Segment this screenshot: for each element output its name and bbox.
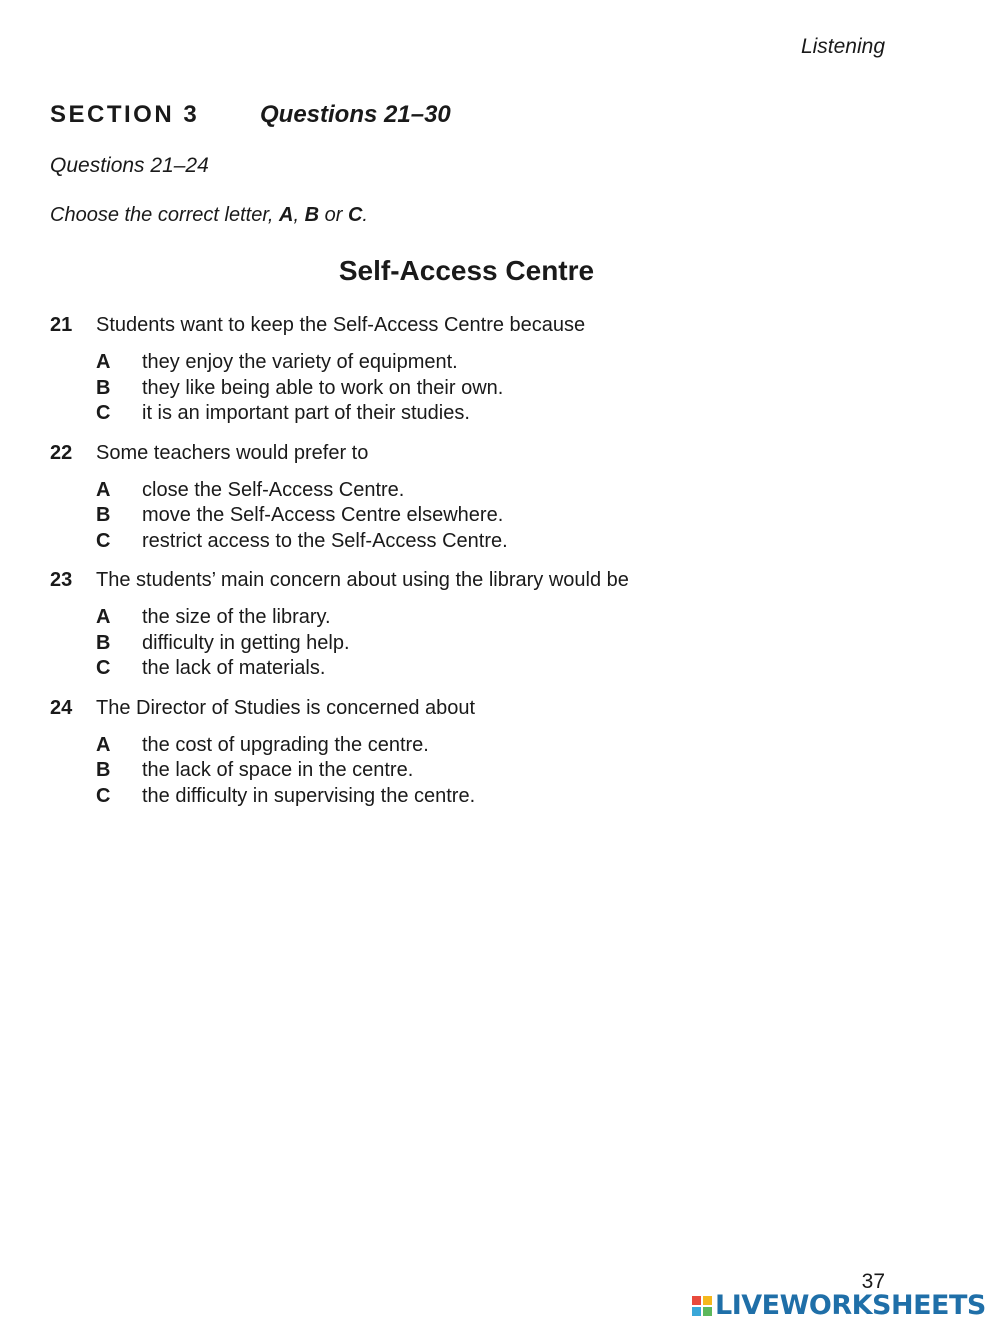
option-list (96, 733, 950, 810)
section-heading (50, 101, 451, 129)
question-list (50, 312, 950, 822)
answer-option (96, 758, 950, 784)
instruction-letter-a: A (279, 204, 294, 226)
option-text: the lack of materials. (142, 657, 326, 679)
subsection-range: Questions 21–24 (50, 154, 209, 177)
watermark-text: LIVEWORKSHEETS (715, 1290, 986, 1321)
answer-option (96, 605, 950, 631)
option-letter: B (96, 504, 111, 526)
question-number: 22 (50, 441, 73, 464)
question-text: The students’ main concern about using the library would be (96, 569, 629, 591)
option-text: they like being able to work on their own. (142, 376, 504, 399)
option-letter: C (96, 657, 111, 679)
instruction-prefix: Choose the correct letter, (50, 204, 280, 226)
instruction (50, 204, 368, 227)
question-number: 24 (50, 696, 73, 719)
instruction-sep2: or (319, 204, 348, 226)
answer-option (96, 376, 950, 402)
document-title: Self-Access Centre (338, 255, 595, 286)
question-24 (50, 695, 950, 810)
question-stem (50, 695, 950, 721)
watermark (692, 1290, 986, 1321)
question-text: Students want to keep the Self-Access Centre because (96, 314, 586, 336)
option-text: move the Self-Access Centre elsewhere. (142, 504, 504, 526)
instruction-letter-b: B (304, 204, 320, 226)
question-stem (50, 440, 950, 466)
option-letter: A (96, 606, 111, 628)
answer-option (96, 733, 950, 759)
option-letter: A (96, 478, 111, 501)
option-text: the cost of upgrading the centre. (142, 733, 429, 756)
section-question-range: Questions 21–30 (260, 101, 451, 128)
question-22 (50, 440, 950, 555)
option-letter: B (96, 631, 111, 654)
logo-block (703, 1307, 712, 1316)
answer-option (96, 478, 950, 504)
question-text: The Director of Studies is concerned about (96, 696, 476, 719)
option-letter: C (96, 784, 111, 807)
question-stem (50, 312, 950, 338)
answer-option (96, 503, 950, 529)
option-letter: B (96, 759, 111, 781)
option-text: close the Self-Access Centre. (142, 478, 405, 501)
option-text: the lack of space in the centre. (142, 759, 414, 781)
question-text: Some teachers would prefer to (96, 441, 369, 464)
logo-block (692, 1307, 701, 1316)
question-stem (50, 567, 950, 593)
liveworksheets-logo-icon (692, 1296, 712, 1316)
option-letter: B (96, 376, 111, 399)
logo-block (703, 1296, 712, 1305)
option-letter: A (96, 733, 111, 756)
answer-option (96, 529, 950, 555)
option-text: the size of the library. (142, 606, 331, 628)
answer-option (96, 656, 950, 682)
option-text: they enjoy the variety of equipment. (142, 351, 458, 373)
option-letter: A (96, 351, 111, 373)
instruction-sep1: , (293, 204, 305, 226)
option-letter: C (96, 402, 111, 424)
answer-option (96, 784, 950, 810)
option-letter: C (96, 529, 111, 552)
answer-option (96, 401, 950, 427)
question-number: 21 (50, 314, 73, 336)
option-list (96, 350, 950, 427)
option-list (96, 605, 950, 682)
option-text: it is an important part of their studies. (142, 402, 470, 424)
option-text: the difficulty in supervising the centre. (142, 784, 476, 807)
instruction-letter-c: C (347, 204, 363, 226)
page-number: 37 (861, 1270, 885, 1293)
header-label: Listening (800, 35, 885, 58)
answer-option (96, 631, 950, 657)
answer-option (96, 350, 950, 376)
instruction-suffix: . (362, 204, 368, 226)
option-text: restrict access to the Self-Access Centre. (142, 529, 508, 552)
logo-block (692, 1296, 701, 1305)
section-name: SECTION 3 (50, 101, 200, 128)
question-23 (50, 567, 950, 682)
option-text: difficulty in getting help. (142, 631, 350, 654)
option-list (96, 478, 950, 555)
question-21 (50, 312, 950, 427)
question-number: 23 (50, 569, 73, 591)
